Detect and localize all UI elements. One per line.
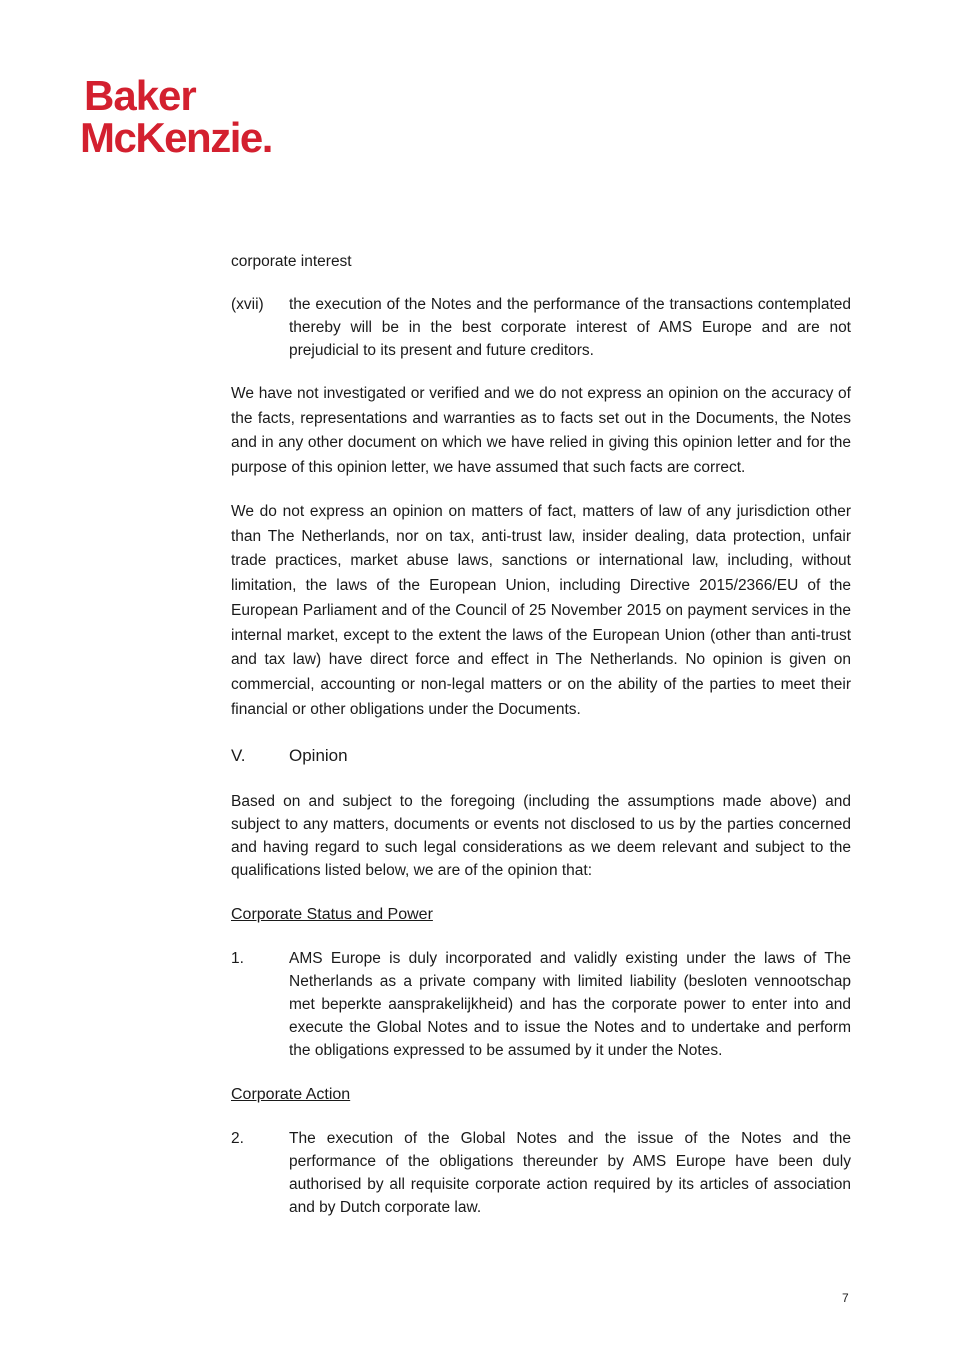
paragraph-opinion-intro: Based on and subject to the foregoing (including the assumptions made above) and subject to any matters, documents or events not disclosed to us by the parties concerned and having regard to such legal considerations as we deem relevant and subject to the qualifications listed below, we are of the opinion that: (231, 793, 851, 880)
logo-graphic (80, 72, 330, 162)
document-body (231, 250, 851, 1219)
paragraph-jurisdiction: We do not express an opinion on matters of fact, matters of law of any jurisdiction other than The Netherlands, nor on tax, anti-trust law, insider dealing, data protection, unfair trade practices, market abuse laws, sanctions or international law, including, without limitation, the laws of the European Union, including Directive 2015/2366/EU of the European Parliament and of the Council of 25 November 2015 on payment services in the internal market, except to the extent the laws of the European Union (other than anti-trust and tax law) have direct force and effect in The Netherlands. No opinion is given on commercial, accounting or non-legal matters or on the ability of the parties to meet their financial or other obligations under the Documents. (231, 503, 851, 718)
section-title: Opinion (289, 746, 348, 766)
continuation-fragment: corporate interest (231, 253, 352, 270)
list-item-number: 2. (231, 1130, 244, 1148)
list-item-text: the execution of the Notes and the performance of the transactions contemplated thereby will be in the best corporate interest of AMS Europe and are not prejudicial to its present and future creditors. (289, 296, 851, 359)
logo-line-1: Baker (84, 72, 196, 119)
list-item-text: AMS Europe is duly incorporated and validly existing under the laws of The Netherlands as a private company with limited liability (besloten vennootschap met beperkte aansprakelijkheid) and has the corporate power to enter into and execute the Global Notes and to issue the Notes and to undertake and perform the obligations expressed to be assumed by it under the Notes. (289, 950, 851, 1060)
baker-mckenzie-logo (80, 72, 330, 162)
logo-line-2: McKenzie. (80, 114, 272, 161)
section-heading-v (231, 744, 851, 767)
list-item-1 (231, 947, 851, 1062)
page-number: 7 (842, 1291, 849, 1305)
list-item-text: The execution of the Global Notes and the issue of the Notes and the performance of the obligations thereunder by AMS Europe have been duly authorised by all requisite corporate action required by its articles of association and by Dutch corporate law. (289, 1130, 851, 1217)
list-item-xvii (231, 293, 851, 362)
list-item-2 (231, 1127, 851, 1219)
section-number: V. (231, 746, 246, 766)
subheading-corporate-status: Corporate Status and Power (231, 906, 433, 924)
paragraph-accuracy: We have not investigated or verified and we do not express an opinion on the accuracy of the facts, representations and warranties as to facts set out in the Documents, the Notes and in any other document on which we have relied in giving this opinion letter and for the purpose of this opinion letter, we have assumed that such facts are correct. (231, 385, 851, 476)
subheading-corporate-action: Corporate Action (231, 1086, 351, 1104)
list-item-number: 1. (231, 950, 244, 968)
list-item-number: (xvii) (231, 296, 264, 313)
